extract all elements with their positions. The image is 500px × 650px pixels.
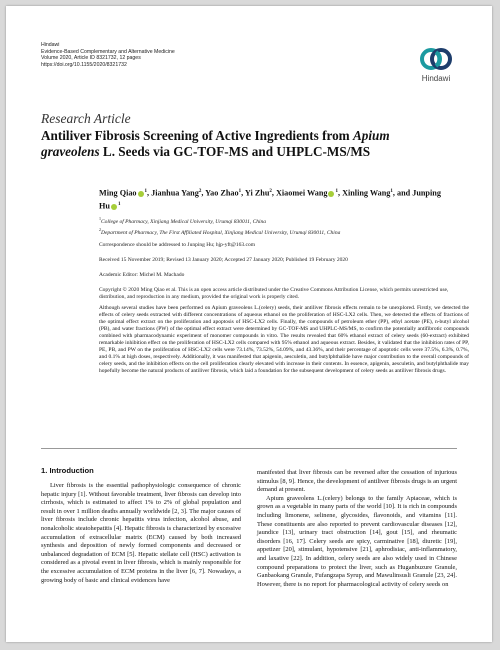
hindawi-rings-logo-icon xyxy=(419,46,453,72)
affiliation-2-text: Department of Pharmacy, The First Affiliated Hospital, Xinjiang Medical University, Urumqi 830011, China xyxy=(101,230,341,237)
author-name: Junping Hu xyxy=(99,188,441,211)
author-name: Jianhua Yang xyxy=(151,188,199,198)
affiliations xyxy=(99,215,449,238)
author-name: Xinling Wang xyxy=(342,188,391,198)
affiliation-2-sup: 2 xyxy=(99,227,101,233)
affiliation-2 xyxy=(99,226,449,237)
author-name: Xiaomei Wang xyxy=(275,188,328,198)
orcid-icon[interactable] xyxy=(138,191,144,197)
author-name: Yao Zhao xyxy=(205,188,239,198)
copyright-notice: Copyright © 2020 Ming Qiao et al. This is an open access article distributed under the Creative Commons Attribution License, which permits unrestricted use, distribution, and reproduction in any medium, provided the original work is properly cited. xyxy=(99,287,449,300)
article-dates: Received 15 November 2019; Revised 13 January 2020; Accepted 27 January 2020; Published 19 February 2020 xyxy=(99,257,348,263)
right-column-paragraph-1: manifested that liver fibrosis can be reversed after the cessation of injurious stimulus [8, 9]. Hence, the development of antiliver fibrosis drugs is an urgent demand at present. xyxy=(257,469,457,494)
author-affiliation-sup: 2 xyxy=(269,189,272,194)
title-part1: Antiliver Fibrosis Screening of Active Ingredients from xyxy=(41,128,353,143)
author-name: Ming Qiao xyxy=(99,188,137,198)
title-italic: Apium graveolens xyxy=(41,128,390,159)
doi-link[interactable]: https://doi.org/10.1155/2020/8321732 xyxy=(41,61,127,68)
author-affiliation-sup: 1 xyxy=(335,189,338,194)
right-column xyxy=(257,469,457,589)
author-affiliation-sup: 2 xyxy=(198,189,202,194)
author-list: Ming Qiao $^1$, Jianhua Yang$^2$, Yao Zhao$^1$, Yi Zhu$^2$, Xiaomei Wang $^1$, Xinling Wang$^1$, and Junping Hu $^1$ xyxy=(99,188,441,211)
journal-name: Evidence-Based Complementary and Alternative Medicine xyxy=(41,48,175,55)
logo-brand-text: Hindawi xyxy=(421,74,451,83)
paper-page xyxy=(6,6,492,642)
section-divider xyxy=(41,448,457,449)
left-column-paragraph: Liver fibrosis is the essential pathophysiologic consequence of chronic hepatic injury [1]. Without favorable treatment, liver fibrosis can develop into cirrhosis, which is estimated to affect 1% to 2% of global population and result in over 1 million deaths annually worldwide [2, 3]. The major causes of liver fibrosis include chronic hepatitis virus infection, alcohol abuse, and nonalcoholic steatohepatitis [4]. Hepatic fibrosis is characterized by excessive accumulation of extracellular matrix (ECM) caused by both increased synthesis and deposition of newly formed components and decreased or unbalanced degradation of ECM [5]. Hepatic stellate cell (HSC) activation is considered as a pivotal event in liver fibrosis, which is mainly responsible for the excessive accumulation of ECM proteins in the liver [6, 7]. Nowadays, a growing body of basic and clinical evidences have xyxy=(41,482,241,584)
title-part2: L. Seeds via GC-TOF-MS and UHPLC-MS/MS xyxy=(99,144,371,159)
affiliation-1-text: College of Pharmacy, Xinjiang Medical University, Urumqi 830011, China xyxy=(101,218,267,225)
section-heading: 1. Introduction xyxy=(41,466,94,475)
journal-header xyxy=(41,42,175,68)
author-affiliation-sup: 1 xyxy=(238,189,242,194)
affiliation-1 xyxy=(99,215,449,226)
article-type: Research Article xyxy=(41,111,131,126)
volume-info: Volume 2020, Article ID 8321732, 12 pages xyxy=(41,55,141,62)
affiliation-1-sup: 1 xyxy=(99,216,101,221)
abstract-text: Although several studies have been performed on Apium graveolens L.(celery) seeds, their antiliver fibrosis effects remain to be unexplored. Firstly, we detected the effects of celery seeds extracted with different concentrations of aqueous ethanol on the proliferation of HSC-LX2 cells. Then, we detected the effects of fractions of the optimal effect extract on the proliferation and apoptosis of HSC-LX2 cells. Finally, the compounds of petroleum ether (PP), ethyl acetate (PE), n-butyl alcohol (PB), and water fractions (PW) of the optimal effect extract were determined by GC-TOF-MS and UHPLC-MS/MS, to confirm the potentially antifibrotic compounds combined with pharmacodynamic experiment of monomer compounds in vitro. The results revealed that 60% ethanol extract of celery seeds (60-extract) exhibited remarkable inhibition effect on the proliferation of HSC-LX2 cells compared with 95% ethanol and aqueous extract. Besides, it validated that the inhibition rates of PP, PE, PB, and PW on the proliferation of HSC-LX2 cells were 73.14%, 73.52%, 54.09%, and 43.36%, and their percentage of apoptotic cells were 37.5%, 6.3%, 0.7%, and 0.1% at high doses, respectively. Additionally, it was manifested that apigenin, aesculetin, and butylphthalide have major contribution to the overall compounds of celery seeds, and the inhibition effects on the cell proliferation clearly elevated with increase in their contents. In essence, apigenin, aesculetin, and butylphthalide may hopefully become the natural products of antiliver fibrosis, which laid a foundation for the subsequent development of celery seeds as antiliver fibrosis drugs. xyxy=(99,305,469,375)
author-affiliation-sup: 1 xyxy=(117,201,121,207)
author-affiliation-sup: 1 xyxy=(390,189,393,194)
left-column xyxy=(41,482,241,585)
correspondence: Correspondence should be addressed to Junping Hu; hjp-yft@163.com xyxy=(99,242,255,248)
paper-title xyxy=(41,128,441,160)
author-affiliation-sup: 1 xyxy=(144,189,148,194)
publisher-name: Hindawi xyxy=(41,42,60,48)
orcid-icon[interactable] xyxy=(111,204,117,210)
author-name: Yi Zhu xyxy=(244,188,270,198)
hindawi-logo xyxy=(410,46,462,83)
orcid-icon[interactable] xyxy=(328,191,334,197)
academic-editor: Academic Editor: Michel M. Machado xyxy=(99,272,185,278)
right-column-paragraph-2: Apium graveolens L.(celery) belongs to the family Apiaceae, which is grown as a vegetable in many parts of the world [10]. It is rich in compounds including limonene, selinene, glycosides, flavonoids, and vitamins [11]. These constituents are also reported to prevent cardiovascular diseases [12], jaundice [13], urinary tract obstruction [14], gout [15], and rheumatic disorders [16, 17]. Celery seeds are spicy, carminative [18], diuretic [19], appetizer [20], stimulant, hypotensive [21], aphrodisiac, anti-inflammatory, and laxative [22]. In addition, celery seeds are also widely used in Chinese compound preparations to protect the liver, such as Huganbuzure Granule, Ganbaokang Granule, Fufangzapa Syrup, and Mawulinsusli Granule [23, 24]. However, there is no report for pharmacological activity of celery seeds on xyxy=(257,494,457,588)
